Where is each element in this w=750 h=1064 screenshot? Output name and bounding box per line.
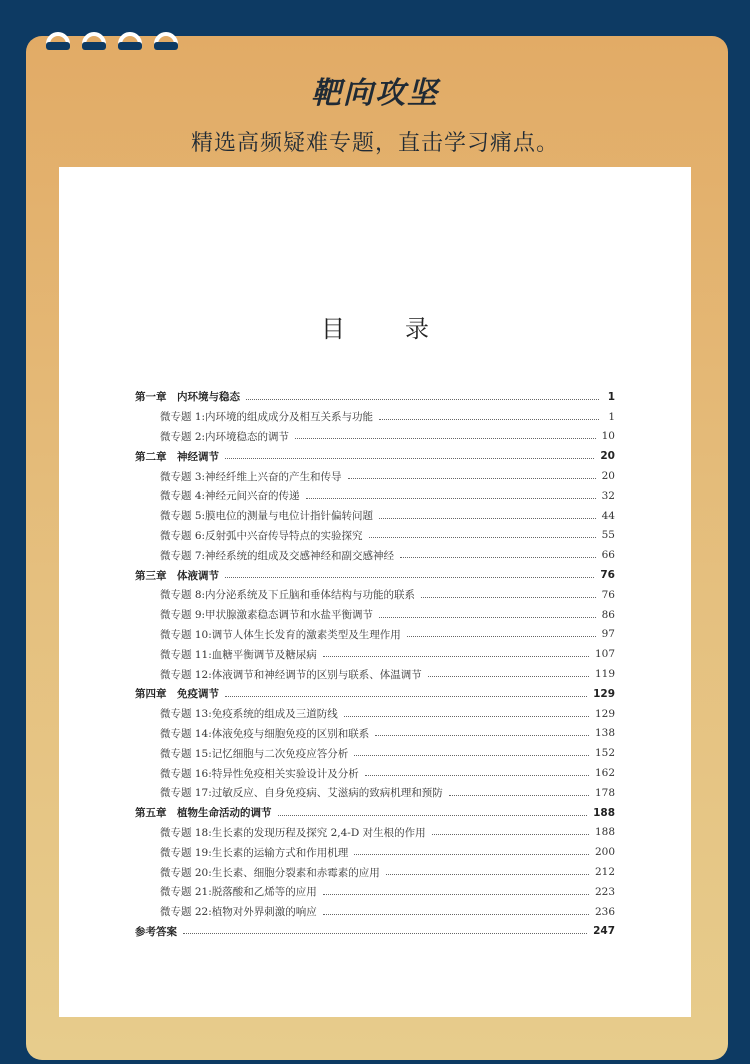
toc-leader-dots — [379, 616, 596, 618]
toc-entry-text: 第四章 免疫调节 — [135, 688, 219, 701]
toc-entry-text: 微专题 21:脱落酸和乙烯等的应用 — [160, 886, 317, 899]
toc-leader-dots — [449, 794, 589, 796]
toc-leader-dots — [369, 536, 596, 538]
toc-page-number: 66 — [601, 549, 615, 562]
banner-subtitle: 精选高频疑难专题，直击学习痛点。 — [190, 131, 559, 156]
toc-topic-row[interactable] — [135, 605, 615, 625]
toc-topic-row[interactable] — [135, 545, 615, 565]
toc-leader-dots — [400, 556, 596, 558]
toc-entry-text: 微专题 12:体液调节和神经调节的区别与联系、体温调节 — [160, 668, 422, 681]
toc-leader-dots — [225, 576, 594, 578]
toc-leader-dots — [386, 873, 589, 875]
toc-page-number: 188 — [593, 806, 615, 819]
toc-page-number: 129 — [593, 687, 615, 700]
toc-page-number: 236 — [594, 905, 615, 918]
toc-leader-dots — [407, 635, 596, 637]
toc-leader-dots — [348, 477, 596, 479]
toc-leader-dots — [183, 932, 587, 934]
toc-page-number: 223 — [594, 885, 615, 898]
toc-page-number: 97 — [601, 628, 615, 641]
toc-page-number: 162 — [594, 767, 615, 780]
toc-leader-dots — [323, 655, 589, 657]
toc-page-number: 200 — [594, 846, 615, 859]
toc-page-number: 1 — [607, 390, 615, 403]
toc-page-number: 152 — [594, 747, 615, 760]
toc-chapter-row[interactable] — [135, 803, 615, 823]
toc-entry-text: 微专题 10:调节人体生长发育的激素类型及生理作用 — [160, 628, 401, 641]
toc-entry-text: 微专题 2:内环境稳态的调节 — [160, 430, 290, 443]
toc-page-number: 129 — [594, 707, 615, 720]
toc-entry-text: 微专题 1:内环境的组成成分及相互关系与功能 — [160, 411, 374, 424]
toc-page-number: 76 — [601, 588, 615, 601]
toc-page-number: 178 — [594, 786, 615, 799]
toc-entry-text: 微专题 20:生长素、细胞分裂素和赤霉素的应用 — [160, 866, 380, 879]
toc-page-number: 247 — [593, 925, 615, 938]
toc-chapter-row[interactable] — [135, 387, 615, 407]
toc-page — [59, 167, 691, 1017]
binder-ring-icon — [152, 14, 180, 54]
toc-leader-dots — [323, 893, 589, 895]
toc-leader-dots — [379, 418, 599, 420]
toc-topic-row[interactable] — [135, 407, 615, 427]
toc-entry-text: 微专题 6:反射弧中兴奋传导特点的实验探究 — [160, 529, 363, 542]
toc-topic-row[interactable] — [135, 427, 615, 447]
toc-topic-row[interactable] — [135, 625, 615, 645]
toc-topic-row[interactable] — [135, 724, 615, 744]
toc-entry-text: 微专题 4:神经元间兴奋的传递 — [160, 490, 300, 503]
toc-entry-text: 微专题 9:甲状腺激素稳态调节和水盐平衡调节 — [160, 609, 374, 622]
toc-chapter-row[interactable] — [135, 565, 615, 585]
toc-chapter-row[interactable] — [135, 446, 615, 466]
toc-topic-row[interactable] — [135, 783, 615, 803]
toc-page-number: 10 — [601, 430, 615, 443]
toc-page-number: 138 — [594, 727, 615, 740]
toc-title: 目 录 — [321, 315, 447, 343]
toc-entry-text: 微专题 11:血糖平衡调节及糖尿病 — [160, 648, 317, 661]
toc-topic-row[interactable] — [135, 823, 615, 843]
toc-entry-text: 参考答案 — [135, 925, 177, 938]
toc-leader-dots — [344, 715, 589, 717]
toc-topic-row[interactable] — [135, 862, 615, 882]
toc-leader-dots — [428, 675, 589, 677]
toc-topic-row[interactable] — [135, 664, 615, 684]
toc-topic-row[interactable] — [135, 882, 615, 902]
toc-topic-row[interactable] — [135, 842, 615, 862]
toc-entry-text: 微专题 13:免疫系统的组成及三道防线 — [160, 708, 338, 721]
toc-entry-text: 第五章 植物生命活动的调节 — [135, 807, 272, 820]
toc-page-number: 20 — [600, 450, 615, 463]
toc-leader-dots — [365, 774, 589, 776]
toc-topic-row[interactable] — [135, 902, 615, 922]
toc-entry-text: 微专题 18:生长素的发现历程及探究 2,4-D 对生根的作用 — [160, 826, 426, 839]
toc-entry-text: 微专题 22:植物对外界刺激的响应 — [160, 906, 317, 919]
binder-ring-icon — [44, 14, 72, 54]
toc-topic-row[interactable] — [135, 704, 615, 724]
toc-leader-dots — [225, 695, 587, 697]
toc-chapter-row[interactable] — [135, 922, 615, 942]
toc-entry-text: 第二章 神经调节 — [135, 450, 219, 463]
toc-leader-dots — [421, 596, 596, 598]
toc-topic-row[interactable] — [135, 585, 615, 605]
toc-leader-dots — [379, 517, 596, 519]
toc-topic-row[interactable] — [135, 506, 615, 526]
toc-leader-dots — [295, 437, 596, 439]
toc-page-number: 32 — [601, 489, 615, 502]
toc-page-number: 44 — [601, 509, 615, 522]
toc-topic-row[interactable] — [135, 763, 615, 783]
toc-page-number: 119 — [594, 668, 615, 681]
toc-entry-text: 第三章 体液调节 — [135, 569, 219, 582]
toc-chapter-row[interactable] — [135, 684, 615, 704]
binder-ring-icon — [116, 14, 144, 54]
toc-page-number: 107 — [594, 648, 615, 661]
toc-entry-text: 微专题 16:特异性免疫相关实验设计及分析 — [160, 767, 359, 780]
toc-leader-dots — [306, 497, 596, 499]
toc-leader-dots — [246, 398, 599, 400]
toc-page-number: 1 — [608, 410, 615, 423]
toc-topic-row[interactable] — [135, 644, 615, 664]
toc-entry-text: 微专题 3:神经纤维上兴奋的产生和传导 — [160, 470, 342, 483]
toc-entry-text: 微专题 15:记忆细胞与二次免疫应答分析 — [160, 747, 349, 760]
toc-entry-text: 微专题 14:体液免疫与细胞免疫的区别和联系 — [160, 727, 370, 740]
toc-entry-text: 微专题 5:膜电位的测量与电位计指针偏转问题 — [160, 510, 374, 523]
binder-ring-icon — [80, 14, 108, 54]
toc-topic-row[interactable] — [135, 526, 615, 546]
toc-topic-row[interactable] — [135, 466, 615, 486]
toc-page-number: 212 — [594, 866, 615, 879]
toc-list — [135, 387, 615, 941]
toc-page-number: 55 — [601, 529, 615, 542]
toc-entry-text: 微专题 7:神经系统的组成及交感神经和副交感神经 — [160, 549, 395, 562]
toc-leader-dots — [278, 814, 588, 816]
toc-page-number: 86 — [601, 608, 615, 621]
toc-leader-dots — [323, 913, 589, 915]
toc-leader-dots — [354, 853, 589, 855]
toc-entry-text: 微专题 8:内分泌系统及下丘脑和垂体结构与功能的联系 — [160, 589, 416, 602]
toc-leader-dots — [225, 457, 594, 459]
toc-page-number: 20 — [601, 470, 615, 483]
toc-leader-dots — [375, 734, 589, 736]
toc-entry-text: 微专题 19:生长素的运输方式和作用机理 — [160, 846, 349, 859]
binder-rings — [44, 14, 180, 54]
toc-entry-text: 第一章 内环境与稳态 — [135, 391, 240, 404]
toc-page-number: 188 — [594, 826, 615, 839]
toc-leader-dots — [354, 754, 589, 756]
toc-topic-row[interactable] — [135, 486, 615, 506]
toc-entry-text: 微专题 17:过敏反应、自身免疫病、艾滋病的致病机理和预防 — [160, 787, 443, 800]
toc-leader-dots — [432, 833, 589, 835]
banner-title: 靶向攻坚 — [311, 76, 439, 111]
toc-page-number: 76 — [600, 569, 615, 582]
toc-topic-row[interactable] — [135, 743, 615, 763]
